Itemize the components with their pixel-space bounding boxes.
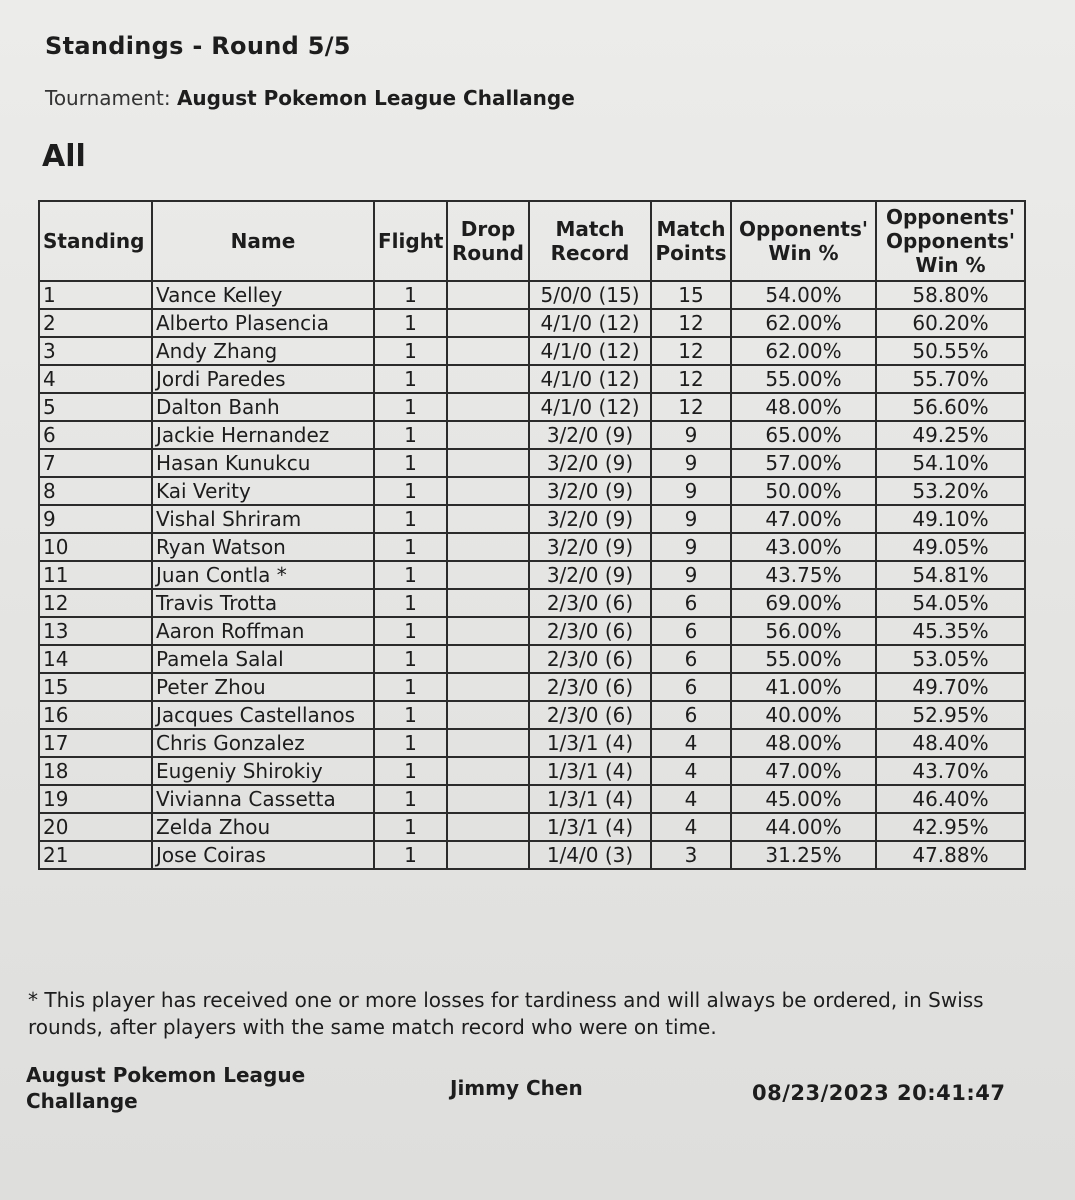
- cell-match-points: 6: [651, 645, 731, 673]
- cell-standing: 18: [39, 757, 152, 785]
- cell-standing: 3: [39, 337, 152, 365]
- cell-match-record: 2/3/0 (6): [529, 645, 651, 673]
- cell-standing: 14: [39, 645, 152, 673]
- cell-flight: 1: [374, 589, 447, 617]
- cell-standing: 8: [39, 477, 152, 505]
- cell-name: Ryan Watson: [152, 533, 374, 561]
- cell-opp-win: 65.00%: [731, 421, 876, 449]
- cell-drop-round: [447, 701, 529, 729]
- table-row: [39, 757, 1025, 785]
- footer-organizer: Jimmy Chen: [450, 1076, 583, 1100]
- cell-drop-round: [447, 813, 529, 841]
- cell-flight: 1: [374, 617, 447, 645]
- cell-drop-round: [447, 309, 529, 337]
- cell-match-points: 12: [651, 365, 731, 393]
- cell-opp-opp-win: 48.40%: [876, 729, 1025, 757]
- table-row: [39, 701, 1025, 729]
- cell-match-points: 6: [651, 617, 731, 645]
- table-row: [39, 309, 1025, 337]
- cell-opp-win: 40.00%: [731, 701, 876, 729]
- cell-flight: 1: [374, 729, 447, 757]
- cell-name: Zelda Zhou: [152, 813, 374, 841]
- cell-drop-round: [447, 785, 529, 813]
- cell-flight: 1: [374, 393, 447, 421]
- cell-flight: 1: [374, 449, 447, 477]
- cell-match-points: 4: [651, 757, 731, 785]
- cell-drop-round: [447, 841, 529, 869]
- tournament-name: August Pokemon League Challange: [176, 86, 575, 110]
- table-row: [39, 645, 1025, 673]
- cell-drop-round: [447, 281, 529, 309]
- cell-opp-win: 56.00%: [731, 617, 876, 645]
- cell-opp-opp-win: 54.05%: [876, 589, 1025, 617]
- cell-match-record: 2/3/0 (6): [529, 701, 651, 729]
- table-row: [39, 393, 1025, 421]
- table-row: [39, 785, 1025, 813]
- cell-drop-round: [447, 533, 529, 561]
- cell-match-record: 3/2/0 (9): [529, 505, 651, 533]
- col-header-name: Name: [152, 201, 374, 281]
- cell-drop-round: [447, 589, 529, 617]
- cell-opp-win: 48.00%: [731, 729, 876, 757]
- cell-opp-opp-win: 49.70%: [876, 673, 1025, 701]
- cell-name: Hasan Kunukcu: [152, 449, 374, 477]
- cell-opp-win: 55.00%: [731, 365, 876, 393]
- cell-opp-opp-win: 54.10%: [876, 449, 1025, 477]
- table-row: [39, 841, 1025, 869]
- cell-match-points: 6: [651, 701, 731, 729]
- cell-match-points: 9: [651, 533, 731, 561]
- col-header-opp-opp-win: Opponents' Opponents' Win %: [876, 201, 1025, 281]
- cell-match-points: 4: [651, 729, 731, 757]
- cell-drop-round: [447, 561, 529, 589]
- table-row: [39, 561, 1025, 589]
- cell-match-points: 4: [651, 785, 731, 813]
- table-row: [39, 505, 1025, 533]
- cell-drop-round: [447, 393, 529, 421]
- cell-flight: 1: [374, 337, 447, 365]
- cell-drop-round: [447, 729, 529, 757]
- cell-match-record: 4/1/0 (12): [529, 365, 651, 393]
- cell-flight: 1: [374, 477, 447, 505]
- table-row: [39, 729, 1025, 757]
- cell-standing: 4: [39, 365, 152, 393]
- table-row: [39, 281, 1025, 309]
- cell-match-record: 3/2/0 (9): [529, 477, 651, 505]
- cell-name: Juan Contla *: [152, 561, 374, 589]
- cell-match-record: 2/3/0 (6): [529, 673, 651, 701]
- cell-name: Jacques Castellanos: [152, 701, 374, 729]
- cell-opp-opp-win: 49.25%: [876, 421, 1025, 449]
- cell-opp-opp-win: 42.95%: [876, 813, 1025, 841]
- standings-body: [39, 281, 1025, 869]
- cell-drop-round: [447, 477, 529, 505]
- cell-match-points: 9: [651, 505, 731, 533]
- cell-standing: 11: [39, 561, 152, 589]
- cell-standing: 7: [39, 449, 152, 477]
- table-row: [39, 337, 1025, 365]
- cell-drop-round: [447, 757, 529, 785]
- cell-opp-opp-win: 53.20%: [876, 477, 1025, 505]
- cell-name: Jose Coiras: [152, 841, 374, 869]
- standings-table: [38, 200, 1026, 870]
- cell-flight: 1: [374, 281, 447, 309]
- cell-flight: 1: [374, 645, 447, 673]
- cell-standing: 12: [39, 589, 152, 617]
- cell-standing: 21: [39, 841, 152, 869]
- cell-standing: 17: [39, 729, 152, 757]
- cell-name: Peter Zhou: [152, 673, 374, 701]
- cell-drop-round: [447, 617, 529, 645]
- cell-opp-win: 44.00%: [731, 813, 876, 841]
- cell-name: Vance Kelley: [152, 281, 374, 309]
- tournament-line: [45, 86, 575, 110]
- col-header-drop-round: Drop Round: [447, 201, 529, 281]
- cell-opp-win: 47.00%: [731, 757, 876, 785]
- footer-datetime: 08/23/2023 20:41:47: [752, 1081, 1006, 1105]
- cell-match-record: 1/3/1 (4): [529, 813, 651, 841]
- group-heading: All: [42, 139, 86, 174]
- col-header-flight: Flight: [374, 201, 447, 281]
- col-header-match-record: Match Record: [529, 201, 651, 281]
- cell-opp-opp-win: 58.80%: [876, 281, 1025, 309]
- cell-match-record: 2/3/0 (6): [529, 589, 651, 617]
- cell-standing: 15: [39, 673, 152, 701]
- cell-opp-opp-win: 47.88%: [876, 841, 1025, 869]
- tardiness-footnote: * This player has received one or more losses for tardiness and will always be ordered, in Swiss rounds, after players with the same match record who were on time.: [28, 988, 984, 1039]
- cell-opp-win: 47.00%: [731, 505, 876, 533]
- cell-drop-round: [447, 421, 529, 449]
- cell-standing: 13: [39, 617, 152, 645]
- cell-match-points: 9: [651, 561, 731, 589]
- cell-name: Chris Gonzalez: [152, 729, 374, 757]
- cell-standing: 6: [39, 421, 152, 449]
- cell-name: Alberto Plasencia: [152, 309, 374, 337]
- cell-opp-opp-win: 60.20%: [876, 309, 1025, 337]
- cell-match-record: 3/2/0 (9): [529, 421, 651, 449]
- cell-flight: 1: [374, 561, 447, 589]
- cell-flight: 1: [374, 701, 447, 729]
- cell-match-record: 3/2/0 (9): [529, 561, 651, 589]
- cell-opp-opp-win: 50.55%: [876, 337, 1025, 365]
- cell-opp-opp-win: 43.70%: [876, 757, 1025, 785]
- cell-name: Travis Trotta: [152, 589, 374, 617]
- col-header-match-points: Match Points: [651, 201, 731, 281]
- table-row: [39, 477, 1025, 505]
- cell-name: Eugeniy Shirokiy: [152, 757, 374, 785]
- cell-match-points: 12: [651, 309, 731, 337]
- cell-standing: 1: [39, 281, 152, 309]
- table-row: [39, 365, 1025, 393]
- cell-name: Dalton Banh: [152, 393, 374, 421]
- cell-opp-win: 57.00%: [731, 449, 876, 477]
- table-row: [39, 533, 1025, 561]
- col-header-opp-win: Opponents' Win %: [731, 201, 876, 281]
- cell-drop-round: [447, 673, 529, 701]
- cell-match-points: 12: [651, 393, 731, 421]
- cell-match-points: 15: [651, 281, 731, 309]
- cell-opp-win: 45.00%: [731, 785, 876, 813]
- cell-match-points: 3: [651, 841, 731, 869]
- cell-match-record: 4/1/0 (12): [529, 337, 651, 365]
- cell-drop-round: [447, 505, 529, 533]
- table-row: [39, 421, 1025, 449]
- cell-name: Aaron Roffman: [152, 617, 374, 645]
- cell-name: Vivianna Cassetta: [152, 785, 374, 813]
- cell-name: Vishal Shriram: [152, 505, 374, 533]
- cell-standing: 20: [39, 813, 152, 841]
- cell-opp-opp-win: 54.81%: [876, 561, 1025, 589]
- cell-opp-opp-win: 56.60%: [876, 393, 1025, 421]
- table-row: [39, 813, 1025, 841]
- cell-opp-win: 55.00%: [731, 645, 876, 673]
- tournament-label: Tournament:: [45, 86, 171, 110]
- cell-opp-win: 54.00%: [731, 281, 876, 309]
- cell-match-record: 4/1/0 (12): [529, 309, 651, 337]
- cell-flight: 1: [374, 813, 447, 841]
- page-title: Standings - Round 5/5: [45, 32, 351, 60]
- cell-flight: 1: [374, 785, 447, 813]
- cell-opp-win: 62.00%: [731, 337, 876, 365]
- cell-match-points: 9: [651, 449, 731, 477]
- cell-flight: 1: [374, 673, 447, 701]
- cell-standing: 19: [39, 785, 152, 813]
- cell-opp-opp-win: 49.10%: [876, 505, 1025, 533]
- cell-match-points: 12: [651, 337, 731, 365]
- cell-match-record: 1/3/1 (4): [529, 729, 651, 757]
- cell-standing: 5: [39, 393, 152, 421]
- cell-opp-win: 41.00%: [731, 673, 876, 701]
- cell-opp-opp-win: 45.35%: [876, 617, 1025, 645]
- cell-drop-round: [447, 645, 529, 673]
- cell-match-points: 6: [651, 589, 731, 617]
- cell-opp-opp-win: 55.70%: [876, 365, 1025, 393]
- cell-standing: 16: [39, 701, 152, 729]
- table-row: [39, 589, 1025, 617]
- cell-opp-opp-win: 49.05%: [876, 533, 1025, 561]
- cell-opp-win: 50.00%: [731, 477, 876, 505]
- cell-match-record: 5/0/0 (15): [529, 281, 651, 309]
- cell-drop-round: [447, 337, 529, 365]
- cell-flight: 1: [374, 841, 447, 869]
- cell-match-points: 4: [651, 813, 731, 841]
- cell-flight: 1: [374, 533, 447, 561]
- cell-flight: 1: [374, 365, 447, 393]
- cell-drop-round: [447, 365, 529, 393]
- cell-flight: 1: [374, 309, 447, 337]
- cell-match-record: 3/2/0 (9): [529, 449, 651, 477]
- cell-match-record: 1/4/0 (3): [529, 841, 651, 869]
- cell-match-record: 4/1/0 (12): [529, 393, 651, 421]
- cell-match-points: 9: [651, 421, 731, 449]
- cell-opp-win: 43.00%: [731, 533, 876, 561]
- cell-name: Jordi Paredes: [152, 365, 374, 393]
- table-row: [39, 673, 1025, 701]
- cell-match-points: 9: [651, 477, 731, 505]
- cell-match-record: 3/2/0 (9): [529, 533, 651, 561]
- cell-opp-opp-win: 46.40%: [876, 785, 1025, 813]
- table-header-row: [39, 201, 1025, 281]
- cell-match-record: 2/3/0 (6): [529, 617, 651, 645]
- cell-drop-round: [447, 449, 529, 477]
- cell-match-record: 1/3/1 (4): [529, 785, 651, 813]
- table-row: [39, 449, 1025, 477]
- cell-opp-opp-win: 52.95%: [876, 701, 1025, 729]
- cell-name: Pamela Salal: [152, 645, 374, 673]
- cell-opp-win: 31.25%: [731, 841, 876, 869]
- cell-opp-win: 69.00%: [731, 589, 876, 617]
- table-row: [39, 617, 1025, 645]
- cell-standing: 2: [39, 309, 152, 337]
- cell-match-points: 6: [651, 673, 731, 701]
- cell-standing: 9: [39, 505, 152, 533]
- cell-opp-opp-win: 53.05%: [876, 645, 1025, 673]
- footer-organization: August Pokemon League Challange: [26, 1063, 306, 1113]
- cell-flight: 1: [374, 757, 447, 785]
- col-header-standing: Standing: [39, 201, 152, 281]
- cell-match-record: 1/3/1 (4): [529, 757, 651, 785]
- cell-name: Jackie Hernandez: [152, 421, 374, 449]
- cell-name: Kai Verity: [152, 477, 374, 505]
- cell-opp-win: 43.75%: [731, 561, 876, 589]
- cell-opp-win: 62.00%: [731, 309, 876, 337]
- cell-name: Andy Zhang: [152, 337, 374, 365]
- cell-opp-win: 48.00%: [731, 393, 876, 421]
- cell-standing: 10: [39, 533, 152, 561]
- cell-flight: 1: [374, 505, 447, 533]
- cell-flight: 1: [374, 421, 447, 449]
